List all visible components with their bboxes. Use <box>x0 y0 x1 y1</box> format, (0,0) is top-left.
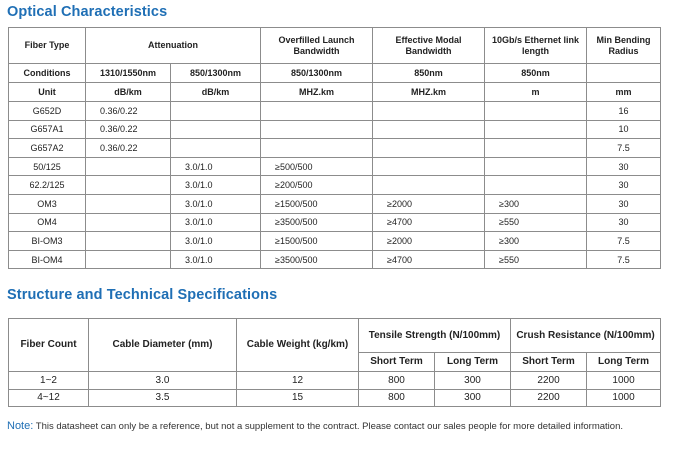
table-cell <box>373 139 485 158</box>
table-cell: 3.0/1.0 <box>171 250 261 269</box>
table-cell: 12 <box>237 372 359 390</box>
table-cell: Unit <box>9 83 86 102</box>
table-cell: 30 <box>587 176 661 195</box>
table-cell: ≥4700 <box>373 213 485 232</box>
header-fiber-count: Fiber Count <box>9 319 89 372</box>
table-cell: 0.36/0.22 <box>86 139 171 158</box>
table-cell: 50/125 <box>9 157 86 176</box>
table-cell: 10 <box>587 120 661 139</box>
table-cell: ≥3500/500 <box>261 213 373 232</box>
table-cell: 3.0/1.0 <box>171 157 261 176</box>
table-cell: ≥500/500 <box>261 157 373 176</box>
table-cell: 0.36/0.22 <box>86 102 171 121</box>
table-cell: BI-OM4 <box>9 250 86 269</box>
table-cell: 300 <box>435 389 511 407</box>
table-cell: 30 <box>587 194 661 213</box>
table-row <box>9 102 661 121</box>
table-cell <box>261 102 373 121</box>
table-cell: MHZ.km <box>373 83 485 102</box>
table-cell <box>373 176 485 195</box>
table-cell: ≥550 <box>485 213 587 232</box>
table-row <box>9 232 661 251</box>
table-row <box>9 120 661 139</box>
header-crush-long-term: Long Term <box>587 353 661 372</box>
table-cell <box>261 139 373 158</box>
structure-section-title: Structure and Technical Specifications <box>7 287 278 303</box>
table-cell: 3.0/1.0 <box>171 213 261 232</box>
conditions-row <box>9 64 661 83</box>
table-cell: 3.0 <box>89 372 237 390</box>
table-cell: 850/1300nm <box>261 64 373 83</box>
table-cell: 2200 <box>511 372 587 390</box>
table-cell: 3.5 <box>89 389 237 407</box>
table-cell <box>86 157 171 176</box>
table-cell <box>86 194 171 213</box>
table-cell: Conditions <box>9 64 86 83</box>
table-cell: 3.0/1.0 <box>171 194 261 213</box>
table-row <box>9 213 661 232</box>
header-overfilled-bandwidth: Overfilled Launch Bandwidth <box>261 28 373 64</box>
table-cell: 850/1300nm <box>171 64 261 83</box>
header-tensile-strength: Tensile Strength (N/100mm) <box>359 319 511 353</box>
note-label: Note: <box>7 420 34 432</box>
table-cell: 850nm <box>485 64 587 83</box>
table-row <box>9 250 661 269</box>
table-cell <box>485 139 587 158</box>
table-cell: 7.5 <box>587 250 661 269</box>
table-cell: BI-OM3 <box>9 232 86 251</box>
table-cell: ≥550 <box>485 250 587 269</box>
table-cell: OM4 <box>9 213 86 232</box>
table-cell: 800 <box>359 389 435 407</box>
table-cell: ≥300 <box>485 194 587 213</box>
table-cell: 7.5 <box>587 232 661 251</box>
header-ethernet-link-length: 10Gb/s Ethernet link length <box>485 28 587 64</box>
header-crush-resistance: Crush Resistance (N/100mm) <box>511 319 661 353</box>
table-cell: ≥1500/500 <box>261 232 373 251</box>
header-cable-diameter: Cable Diameter (mm) <box>89 319 237 372</box>
header-tensile-long-term: Long Term <box>435 353 511 372</box>
table-cell: m <box>485 83 587 102</box>
table-cell: ≥2000 <box>373 194 485 213</box>
table-cell: 1310/1550nm <box>86 64 171 83</box>
header-crush-short-term: Short Term <box>511 353 587 372</box>
header-fiber-type: Fiber Type <box>9 28 86 64</box>
table-cell: MHZ.km <box>261 83 373 102</box>
table-cell <box>171 120 261 139</box>
table-row <box>9 139 661 158</box>
table-cell <box>86 232 171 251</box>
table-cell: dB/km <box>86 83 171 102</box>
table-cell: 850nm <box>373 64 485 83</box>
table-cell <box>373 120 485 139</box>
note-body: This datasheet can only be a reference, but not a supplement to the contract. Please contact our sales people for more detailed information. <box>33 421 624 432</box>
table-row <box>9 389 661 407</box>
table-cell <box>485 102 587 121</box>
table-cell: ≥200/500 <box>261 176 373 195</box>
table-cell <box>587 64 661 83</box>
units-row <box>9 83 661 102</box>
table-cell: G652D <box>9 102 86 121</box>
table-cell <box>373 102 485 121</box>
table-cell: ≥300 <box>485 232 587 251</box>
table-cell <box>261 120 373 139</box>
table-cell: OM3 <box>9 194 86 213</box>
table-cell: 3.0/1.0 <box>171 232 261 251</box>
header-tensile-short-term: Short Term <box>359 353 435 372</box>
optical-section-title: Optical Characteristics <box>7 4 168 20</box>
table-cell <box>171 102 261 121</box>
table-cell: 1000 <box>587 389 661 407</box>
header-effective-modal-bandwidth: Effective Modal Bandwidth <box>373 28 485 64</box>
table-cell <box>86 213 171 232</box>
table-cell: 3.0/1.0 <box>171 176 261 195</box>
table-cell <box>86 176 171 195</box>
table-cell <box>86 250 171 269</box>
table-cell: mm <box>587 83 661 102</box>
table-cell: dB/km <box>171 83 261 102</box>
table-cell <box>373 157 485 176</box>
table-cell: 30 <box>587 213 661 232</box>
table-cell <box>171 139 261 158</box>
table-cell: ≥3500/500 <box>261 250 373 269</box>
table-cell: 7.5 <box>587 139 661 158</box>
table-cell: 2200 <box>511 389 587 407</box>
table-cell: ≥1500/500 <box>261 194 373 213</box>
table-cell <box>485 120 587 139</box>
table-row <box>9 157 661 176</box>
table-cell: 0.36/0.22 <box>86 120 171 139</box>
header-cable-weight: Cable Weight (kg/km) <box>237 319 359 372</box>
table-cell: 62.2/125 <box>9 176 86 195</box>
table-row <box>9 176 661 195</box>
table-cell: 300 <box>435 372 511 390</box>
table-cell: 15 <box>237 389 359 407</box>
table-cell <box>485 157 587 176</box>
table-cell: 800 <box>359 372 435 390</box>
table-row <box>9 194 661 213</box>
note-text <box>7 420 623 432</box>
header-min-bending-radius: Min Bending Radius <box>587 28 661 64</box>
structure-specifications-table <box>8 318 661 407</box>
table-cell: 1000 <box>587 372 661 390</box>
table-cell: G657A1 <box>9 120 86 139</box>
table-cell: G657A2 <box>9 139 86 158</box>
table-cell: ≥4700 <box>373 250 485 269</box>
header-attenuation: Attenuation <box>86 28 261 64</box>
table-cell: 1~2 <box>9 372 89 390</box>
table-cell: 16 <box>587 102 661 121</box>
table-cell: 30 <box>587 157 661 176</box>
table-cell: 4~12 <box>9 389 89 407</box>
table-row <box>9 372 661 390</box>
optical-characteristics-table <box>8 27 661 269</box>
table-cell <box>485 176 587 195</box>
table-cell: ≥2000 <box>373 232 485 251</box>
